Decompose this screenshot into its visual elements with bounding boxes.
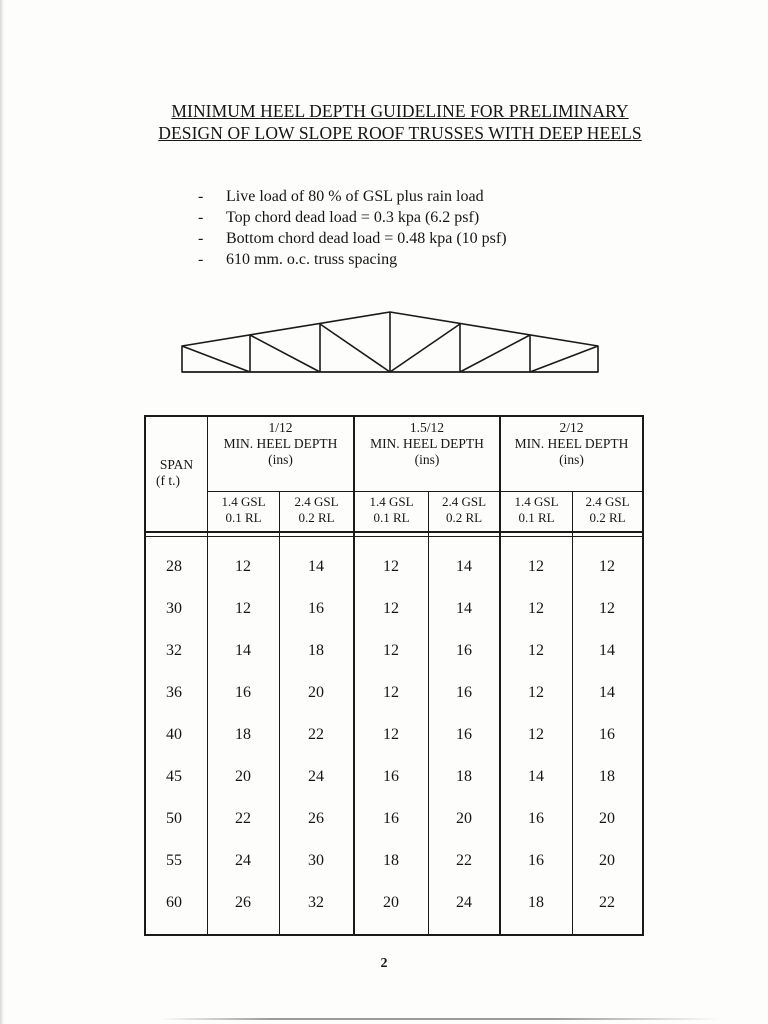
heel-depth-cell: 18 <box>308 642 324 659</box>
load-case-header: 1.4 GSL 0.1 RL <box>514 494 559 525</box>
heel-depth-cell: 12 <box>383 642 399 659</box>
heel-depth-cell: 14 <box>308 558 324 575</box>
heel-depth-cell: 12 <box>528 558 544 575</box>
load-case-header: 1.4 GSL 0.1 RL <box>369 494 414 525</box>
truss-diagram <box>180 308 600 378</box>
heel-depth-cell: 16 <box>528 810 544 827</box>
heel-depth-cell: 30 <box>308 852 324 869</box>
document-title <box>120 100 680 144</box>
heel-depth-cell: 20 <box>456 810 472 827</box>
slope-group-header: 1/12 MIN. HEEL DEPTH (ins) <box>223 420 338 467</box>
heel-depth-cell: 22 <box>456 852 472 869</box>
heel-depth-cell: 16 <box>599 726 615 743</box>
heel-depth-cell: 18 <box>599 768 615 785</box>
heel-depth-cell: 18 <box>383 852 399 869</box>
span-cell: 60 <box>166 894 182 911</box>
heel-depth-cell: 20 <box>599 810 615 827</box>
bullet-dash: - <box>198 251 204 268</box>
heel-depth-cell: 12 <box>383 684 399 701</box>
span-cell: 36 <box>166 684 182 701</box>
heel-depth-table <box>144 415 644 936</box>
heel-depth-cell: 20 <box>599 852 615 869</box>
load-case-header: 2.4 GSL 0.2 RL <box>294 494 339 525</box>
list-item <box>198 249 507 270</box>
load-case-header: 2.4 GSL 0.2 RL <box>441 494 487 525</box>
bullet-text: Live load of 80 % of GSL plus rain load <box>226 188 484 205</box>
heel-depth-cell: 16 <box>456 726 472 743</box>
heel-depth-cell: 24 <box>308 768 324 785</box>
heel-depth-cell: 20 <box>383 894 399 911</box>
bullet-dash: - <box>198 209 204 226</box>
slope-group-header: 2/12 MIN. HEEL DEPTH (ins) <box>514 420 629 467</box>
heel-depth-cell: 14 <box>528 768 544 785</box>
span-cell: 40 <box>166 726 182 743</box>
heel-depth-cell: 16 <box>235 684 251 701</box>
heel-depth-cell: 14 <box>599 642 615 659</box>
heel-depth-cell: 20 <box>235 768 251 785</box>
heel-depth-cell: 20 <box>308 684 324 701</box>
heel-depth-cell: 12 <box>528 600 544 617</box>
heel-depth-cell: 12 <box>528 726 544 743</box>
heel-depth-cell: 12 <box>528 684 544 701</box>
span-header: SPAN (f t.) <box>156 457 194 488</box>
load-case-header: 1.4 GSL 0.1 RL <box>221 494 266 525</box>
heel-depth-cell: 12 <box>383 600 399 617</box>
heel-depth-cell: 24 <box>456 894 472 911</box>
bullet-text: Top chord dead load = 0.3 kpa (6.2 psf) <box>226 209 480 226</box>
title-line-1: MINIMUM HEEL DEPTH GUIDELINE FOR PRELIMINARY <box>171 101 629 121</box>
heel-depth-cell: 18 <box>235 726 251 743</box>
list-item <box>198 207 507 228</box>
load-assumptions-list <box>198 186 507 270</box>
span-cell: 45 <box>166 768 182 785</box>
heel-depth-cell: 12 <box>599 558 615 575</box>
heel-depth-cell: 26 <box>235 894 251 911</box>
heel-depth-cell: 22 <box>308 726 324 743</box>
page-edge <box>0 0 4 1024</box>
heel-depth-cell: 16 <box>383 768 399 785</box>
title-line-2: DESIGN OF LOW SLOPE ROOF TRUSSES WITH DEEP HEELS <box>158 123 642 143</box>
heel-depth-cell: 18 <box>528 894 544 911</box>
heel-depth-cell: 32 <box>308 894 324 911</box>
heel-depth-cell: 16 <box>308 600 324 617</box>
span-cell: 50 <box>166 810 182 827</box>
heel-depth-cell: 16 <box>383 810 399 827</box>
heel-depth-cell: 16 <box>528 852 544 869</box>
heel-depth-cell: 12 <box>235 558 251 575</box>
heel-depth-cell: 12 <box>528 642 544 659</box>
bullet-text: 610 mm. o.c. truss spacing <box>226 251 398 268</box>
heel-depth-cell: 14 <box>456 600 472 617</box>
slope-group-header: 1.5/12 MIN. HEEL DEPTH (ins) <box>370 420 484 467</box>
heel-depth-cell: 14 <box>599 684 615 701</box>
heel-depth-cell: 22 <box>599 894 615 911</box>
span-cell: 55 <box>166 852 182 869</box>
heel-depth-cell: 14 <box>456 558 472 575</box>
bullet-text: Bottom chord dead load = 0.48 kpa (10 psf) <box>226 230 507 247</box>
heel-depth-cell: 16 <box>456 642 472 659</box>
heel-depth-cell: 14 <box>235 642 251 659</box>
span-cell: 32 <box>166 642 182 659</box>
heel-depth-cell: 12 <box>599 600 615 617</box>
heel-depth-cell: 24 <box>235 852 251 869</box>
list-item <box>198 186 507 207</box>
span-cell: 28 <box>166 558 182 575</box>
heel-depth-cell: 12 <box>235 600 251 617</box>
load-case-header: 2.4 GSL 0.2 RL <box>585 494 630 525</box>
heel-depth-cell: 12 <box>383 726 399 743</box>
heel-depth-cell: 18 <box>456 768 472 785</box>
scan-artifact <box>160 1018 720 1020</box>
span-cell: 30 <box>166 600 182 617</box>
heel-depth-cell: 26 <box>308 810 324 827</box>
heel-depth-cell: 16 <box>456 684 472 701</box>
page-number: 2 <box>380 956 388 971</box>
bullet-dash: - <box>198 188 204 205</box>
heel-depth-cell: 12 <box>383 558 399 575</box>
list-item <box>198 228 507 249</box>
bullet-dash: - <box>198 230 204 247</box>
heel-depth-cell: 22 <box>235 810 251 827</box>
